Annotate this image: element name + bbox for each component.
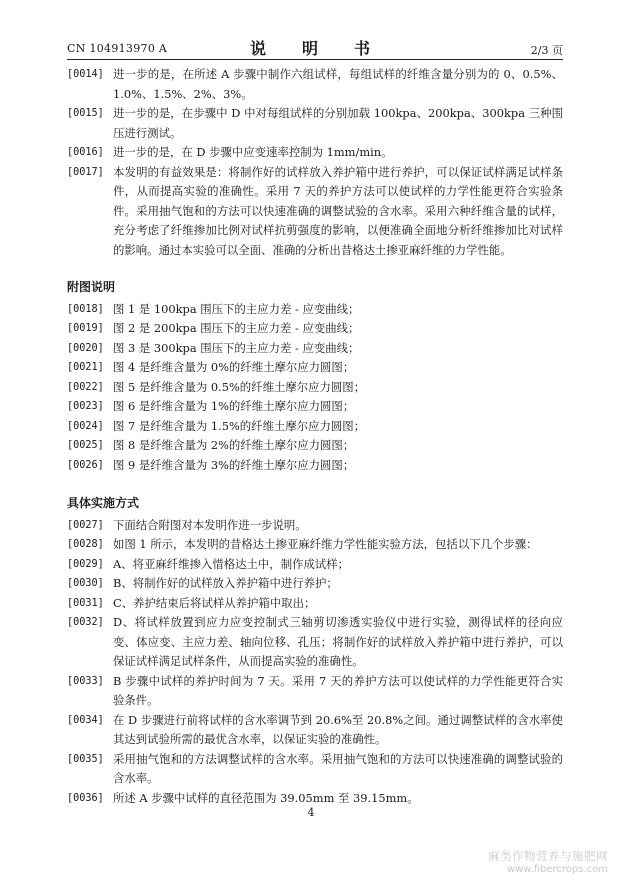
paragraph-text: 图 3 是 300kpa 围压下的主应力差 - 应变曲线； [113, 340, 360, 355]
paragraph [67, 711, 563, 750]
paragraph-group-figures [67, 300, 563, 476]
paragraph-number: [0017] [67, 166, 104, 178]
paragraph-number: [0032] [67, 617, 104, 628]
document-body [67, 65, 563, 808]
page-header [67, 36, 563, 58]
paragraph [67, 65, 563, 104]
paragraph [67, 143, 563, 163]
paragraph-text: 所述 A 步骤中试样的直径范围为 39.05mm 至 39.15mm。 [113, 790, 419, 805]
paragraph-text: 进一步的是，在所述 A 步骤中制作六组试样，每组试样的纤维含量分别为的 0、0.5%、1.0%、1.5%、2%、3%。 [113, 67, 563, 101]
section-heading-embodiments: 具体实施方式 [67, 496, 140, 510]
paragraph-number: [0034] [67, 714, 104, 726]
paragraph [67, 456, 563, 476]
paragraph-number: [0031] [67, 597, 104, 609]
paragraph [67, 594, 563, 614]
paragraph-number: [0030] [67, 578, 104, 589]
paragraph [67, 672, 563, 711]
paragraph-number: [0033] [67, 675, 104, 687]
paragraph-text: 图 7 是纤维含量为 1.5%的纤维土摩尔应力圆图； [113, 418, 366, 433]
paragraph-text: 图 8 是纤维含量为 2%的纤维土摩尔应力圆图； [113, 438, 355, 452]
paragraph [67, 555, 563, 575]
paragraph [67, 516, 563, 536]
paragraph-text: D、将试样放置到应力应变控制式三轴剪切渗透实验仪中进行实验，测得试样的径向应变、体应变、主应力差、轴向位移、孔压；将制作好的试样放入养护箱中进行养护，可以保证试样满足试样条件，从而提高实验的准确性。 [113, 615, 563, 668]
paragraph-text: 图 5 是纤维含量为 0.5%的纤维土摩尔应力圆图； [113, 379, 366, 394]
paragraph [67, 574, 563, 594]
paragraph-number: [0019] [67, 323, 104, 334]
paragraph [67, 358, 563, 378]
watermark-site-name: 麻类作物营养与施肥网 [488, 849, 608, 863]
paragraph [67, 378, 563, 398]
paragraph-text: B、将制作好的试样放入养护箱中进行养护； [113, 576, 338, 590]
paragraph [67, 417, 563, 437]
paragraph-group-top [67, 65, 563, 260]
paragraph [67, 104, 563, 143]
publication-number: CN 104913970 A [67, 42, 168, 55]
paragraph-text: 在 D 步骤进行前将试样的含水率调节到 20.6%至 20.8%之间。通过调整试样的含水率使其达到试验所需的最优含水率，以保证实验的准确性。 [113, 712, 563, 746]
header-divider [67, 59, 563, 60]
paragraph [67, 319, 563, 339]
paragraph-number: [0027] [67, 519, 104, 531]
paragraph-text: C、养护结束后将试样从养护箱中取出； [113, 595, 316, 610]
paragraph-number: [0029] [67, 558, 104, 570]
paragraph-number: [0035] [67, 753, 104, 765]
paragraph-text: 图 6 是纤维含量为 1%的纤维土摩尔应力圆图； [113, 399, 355, 413]
paragraph-text: 下面结合附图对本发明作进一步说明。 [113, 517, 307, 532]
page-number: 4 [307, 806, 315, 819]
paragraph-text: 图 1 是 100kpa 围压下的主应力差 - 应变曲线； [113, 301, 360, 316]
paragraph [67, 163, 563, 261]
paragraph-number: [0015] [67, 108, 104, 119]
paragraph-text: 本发明的有益效果是：将制作好的试样放入养护箱中进行养护，可以保证试样满足试样条件，从而提高实验的准确性。采用 7 天的养护方法可以使试样的力学性能更符合实验条件。采用抽气饱和的方法可以快速准确的调整试验的含水率。采用六种纤维含量的试样，充分考虑了纤维掺加比例对试样抗剪强度的影响，以便准确全面地分析纤维掺加比对试样的影响。通过本实验可以全面、准确的分析出昔格达土掺亚麻纤维的力学性能。 [113, 164, 563, 257]
watermark-url: www.fibercrops.com [506, 864, 608, 875]
paragraph-number: [0021] [67, 362, 104, 373]
paragraph-number: [0018] [67, 303, 104, 315]
paragraph-number: [0020] [67, 342, 104, 354]
paragraph-text: 采用抽气饱和的方法调整试样的含水率。采用抽气饱和的方法可以快速准确的调整试验的含水率。 [113, 751, 563, 785]
paragraph-number: [0028] [67, 539, 104, 550]
page-indicator: 2/3 页 [530, 44, 563, 57]
paragraph [67, 339, 563, 359]
paragraph-number: [0023] [67, 401, 104, 412]
paragraph-number: [0014] [67, 69, 104, 80]
paragraph-text: 图 2 是 200kpa 围压下的主应力差 - 应变曲线； [113, 321, 360, 335]
paragraph-text: A、将亚麻纤维掺入惜格达土中，制作成试样； [113, 556, 350, 571]
paragraph [67, 750, 563, 789]
paragraph-text: B 步骤中试样的养护时间为 7 天。采用 7 天的养护方法可以使试样的力学性能更符合实验条件。 [113, 673, 563, 707]
paragraph-number: [0025] [67, 440, 104, 451]
paragraph-text: 如图 1 所示，本发明的昔格达土掺亚麻纤维力学性能实验方法，包括以下几个步骤： [113, 537, 538, 551]
document-title: 说 明 书 [249, 39, 380, 58]
paragraph [67, 300, 563, 320]
paragraph-number: [0036] [67, 792, 104, 804]
paragraph-number: [0022] [67, 381, 104, 393]
section-heading-figures: 附图说明 [67, 280, 116, 294]
paragraph-text: 进一步的是，在步骤中 D 中对每组试样的分别加载 100kpa、200kpa、300kpa 三种围压进行测试。 [113, 106, 563, 140]
paragraph-group-embodiments [67, 516, 563, 809]
paragraph-number: [0024] [67, 420, 104, 432]
paragraph [67, 613, 563, 672]
paragraph [67, 535, 563, 555]
site-watermark [488, 850, 608, 876]
paragraph-number: [0016] [67, 147, 104, 158]
paragraph [67, 436, 563, 456]
paragraph-text: 图 4 是纤维含量为 0%的纤维土摩尔应力圆图； [113, 360, 355, 374]
paragraph-text: 图 9 是纤维含量为 3%的纤维土摩尔应力圆图； [113, 457, 355, 472]
paragraph-number: [0026] [67, 459, 104, 471]
paragraph-text: 进一步的是，在 D 步骤中应变速率控制为 1mm/min。 [113, 145, 393, 159]
paragraph [67, 397, 563, 417]
